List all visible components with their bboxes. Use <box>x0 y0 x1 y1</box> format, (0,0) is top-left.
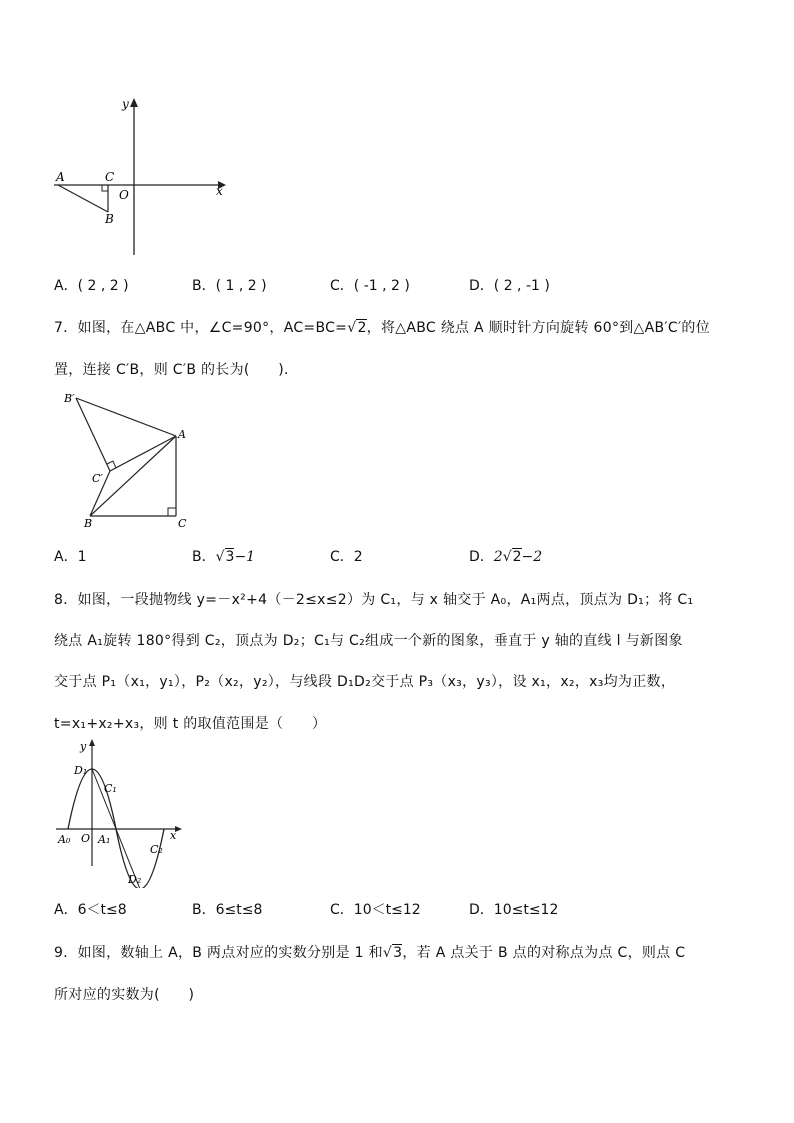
q7-text-line2: 置，连接 C′B，则 C′B 的长为( )． <box>54 362 299 378</box>
label-y: y <box>122 97 129 111</box>
svg-text:D₂: D₂ <box>128 873 142 886</box>
y-axis-arrow <box>130 98 138 107</box>
svg-text:A₀: A₀ <box>58 833 71 846</box>
q7-option-b[interactable]: B．√3−1 <box>192 549 256 565</box>
label-x: x <box>216 184 223 198</box>
right-angle-mark <box>102 185 108 191</box>
label-C: C <box>105 170 115 184</box>
q9-text-line1: 9．如图，数轴上 A，B 两点对应的实数分别是 1 和√3，若 A 点关于 B 点的对称点为点 C，则点 C <box>54 945 686 961</box>
q7-figure <box>58 388 198 533</box>
q7-text-line1: 7．如图，在△ABC 中，∠C=90°，AC=BC=√2，将△ABC 绕点 A 顺时针方向旋转 60°到△AB′C′的位 <box>54 320 711 336</box>
label-B-prime: B′ <box>64 392 75 405</box>
label-B: B <box>105 212 114 226</box>
q6-figure <box>50 95 230 260</box>
q8-option-a[interactable]: A．6＜t≤8 <box>54 902 127 918</box>
q9-text-line2: 所对应的实数为( ) <box>54 987 195 1003</box>
q6-option-c[interactable]: C．( -1 , 2 ) <box>330 278 410 294</box>
svg-text:y: y <box>80 740 87 753</box>
q8-text-line4: t=x₁+x₂+x₃，则 t 的取值范围是（ ） <box>54 716 327 732</box>
q6-option-d[interactable]: D．( 2 , -1 ) <box>469 278 550 294</box>
q6-option-b[interactable]: B．( 1 , 2 ) <box>192 278 267 294</box>
q8-option-c[interactable]: C．10＜t≤12 <box>330 902 421 918</box>
q8-figure <box>52 738 187 888</box>
svg-text:O: O <box>81 832 91 845</box>
label-C: C <box>178 517 187 530</box>
q8-option-b[interactable]: B．6≤t≤8 <box>192 902 263 918</box>
label-O: O <box>119 188 129 202</box>
segment-AB <box>58 185 108 212</box>
label-A: A <box>56 170 65 184</box>
q6-option-a[interactable]: A．( 2 , 2 ) <box>54 278 129 294</box>
q7-option-d[interactable]: D．2√2−2 <box>469 549 543 565</box>
q8-text-line2: 绕点 A₁旋转 180°得到 C₂，顶点为 D₂；C₁与 C₂组成一个新的图象，垂直于 y 轴的直线 l 与新图象 <box>54 633 683 649</box>
label-A: A <box>178 428 186 441</box>
label-C-prime: C′ <box>92 472 103 485</box>
q8-text-line1: 8．如图，一段抛物线 y=－x²+4（－2≤x≤2）为 C₁，与 x 轴交于 A₀，A₁两点，顶点为 D₁；将 C₁ <box>54 592 694 608</box>
q8-option-d[interactable]: D．10≤t≤12 <box>469 902 559 918</box>
svg-text:C₂: C₂ <box>150 843 163 856</box>
q7-option-c[interactable]: C．2 <box>330 549 363 565</box>
q8-text-line3: 交于点 P₁（x₁，y₁），P₂（x₂，y₂），与线段 D₁D₂交于点 P₃（x₃，y₃），设 x₁，x₂，x₃均为正数， <box>54 674 676 690</box>
q7-option-a[interactable]: A．1 <box>54 549 87 565</box>
svg-text:C₁: C₁ <box>104 782 117 795</box>
svg-text:A₁: A₁ <box>98 833 111 846</box>
label-B: B <box>84 517 93 530</box>
svg-text:x: x <box>170 829 177 842</box>
svg-text:D₁: D₁ <box>74 764 88 777</box>
